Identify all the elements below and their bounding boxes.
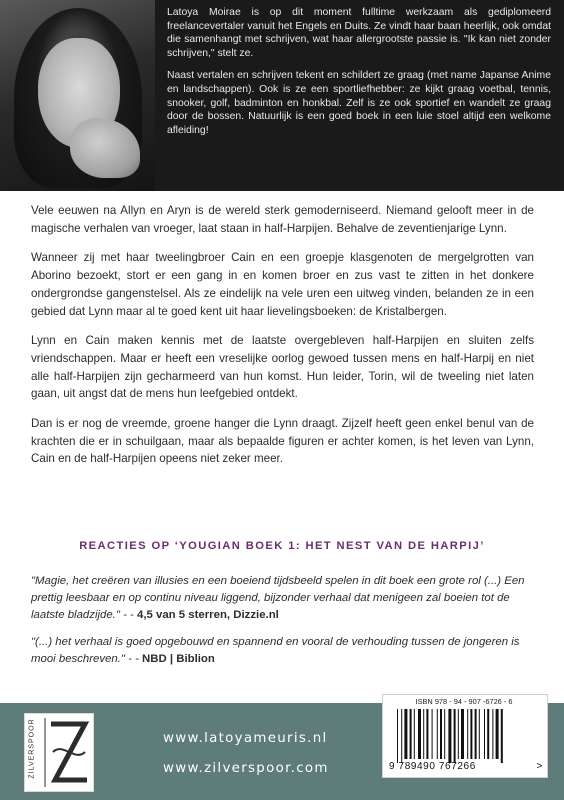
synopsis-paragraph: Dan is er nog de vreemde, groene hanger die Lynn draagt. Zijzelf heeft geen enkel benul van de krachten die er in schuilgaan, maar als bepaalde figuren er achter komen, is het leven van Lynn, Cain en de half-Harpijen opeens niet zeker meer.	[31, 417, 534, 466]
barcode-digits	[389, 761, 543, 772]
review-source: NBD | Biblion	[142, 653, 215, 666]
barcode-arrow: >	[536, 761, 543, 772]
author-photo	[0, 0, 155, 191]
logo-z-icon	[25, 714, 93, 791]
review-quote: "(...) het verhaal is goed opgebouwd en spannend en vooral de verhouding tussen de jongeren is mooi beschreven."	[31, 636, 520, 666]
author-bio	[167, 6, 551, 146]
author-band	[0, 0, 564, 191]
synopsis	[31, 202, 534, 480]
review-quote: "Magie, het creëren van illusies en een boeiend tijdsbeeld spelen in dit boek een grote rol (...) Een prettig leesbaar en op continu niveau liggend, bijzonder verhaal dat menigeen zal boeien tot de laatste bladzijde."	[31, 575, 525, 622]
publisher-logo-word: ZILVERSPOOR	[28, 718, 36, 779]
author-bio-paragraph: Naast vertalen en schrijven tekent en schildert ze graag (met name Japanse Anime en landschappen). Ook is ze een sportliefhebber: ze kijkt graag voetbal, tennis, snooker, golf, badminton en honkbal. Zelf is ze ook sportief en wandelt ze graag door de bossen. Natuurlijk is een goed boek in een luie stoel altijd een welkome afleiding!	[167, 70, 551, 136]
isbn-label: ISBN 978 - 94 - 907 -6726 - 6	[415, 697, 513, 706]
review-source: 4,5 van 5 sterren, Dizzie.nl	[137, 609, 279, 622]
synopsis-paragraph: Vele eeuwen na Allyn en Aryn is de wereld sterk gemoderniseerd. Niemand gelooft meer in de magische verhalen van vroeger, laat staan in half-Harpijen. Behalve de zeventienjarige Lynn.	[31, 204, 534, 235]
synopsis-paragraph: Wanneer zij met haar tweelingbroer Cain en een groepje klasgenoten de mergelgrotten van Aborino bezoekt, stort er een gang in en komen broer en zus vast te zitten in het donkere ondergrondse gangenstelsel. Als ze eindelijk na vele uren een uitweg vinden, belanden ze in een gebied dat Lynn maar al te goed kent uit haar lievelingsboeken: de Kristalbergen.	[31, 251, 534, 318]
website-link[interactable]: www.latoyameuris.nl	[163, 731, 328, 746]
synopsis-paragraph: Lynn en Cain maken kennis met de laatste overgebleven half-Harpijen en sluiten zelfs vriendschappen. Maar er heeft een vreselijke oorlog gewoed tussen mens en half-Harpij en niet alle half-Harpijen zijn gecharmeerd van hun komst. Hun leider, Torin, wil de tweeling niet laten gaan, uit angst dat de mens hun leefgebied ontdekt.	[31, 334, 534, 401]
barcode-number: 9 789490 767266	[389, 761, 476, 772]
review-dash: - -	[119, 609, 137, 622]
publisher-logo	[24, 713, 94, 792]
author-bio-paragraph: Latoya Moirae is op dit moment fulltime werkzaam als gediplomeerd freelancevertaler vanuit het Engels en Duits. Ze vindt haar baan heerlijk, ook omdat die samenhangt met schrijven, wat haar allergrootste passie is. "Ik kan niet zonder schrijven," stelt ze.	[167, 7, 551, 59]
reviews-heading: REACTIES OP ‘YOUGIAN BOEK 1: HET NEST VAN DE HARPIJ’	[79, 540, 485, 552]
review	[31, 634, 534, 668]
review	[31, 573, 534, 625]
website-link[interactable]: www.zilverspoor.com	[163, 761, 329, 776]
review-dash: - -	[124, 653, 143, 666]
